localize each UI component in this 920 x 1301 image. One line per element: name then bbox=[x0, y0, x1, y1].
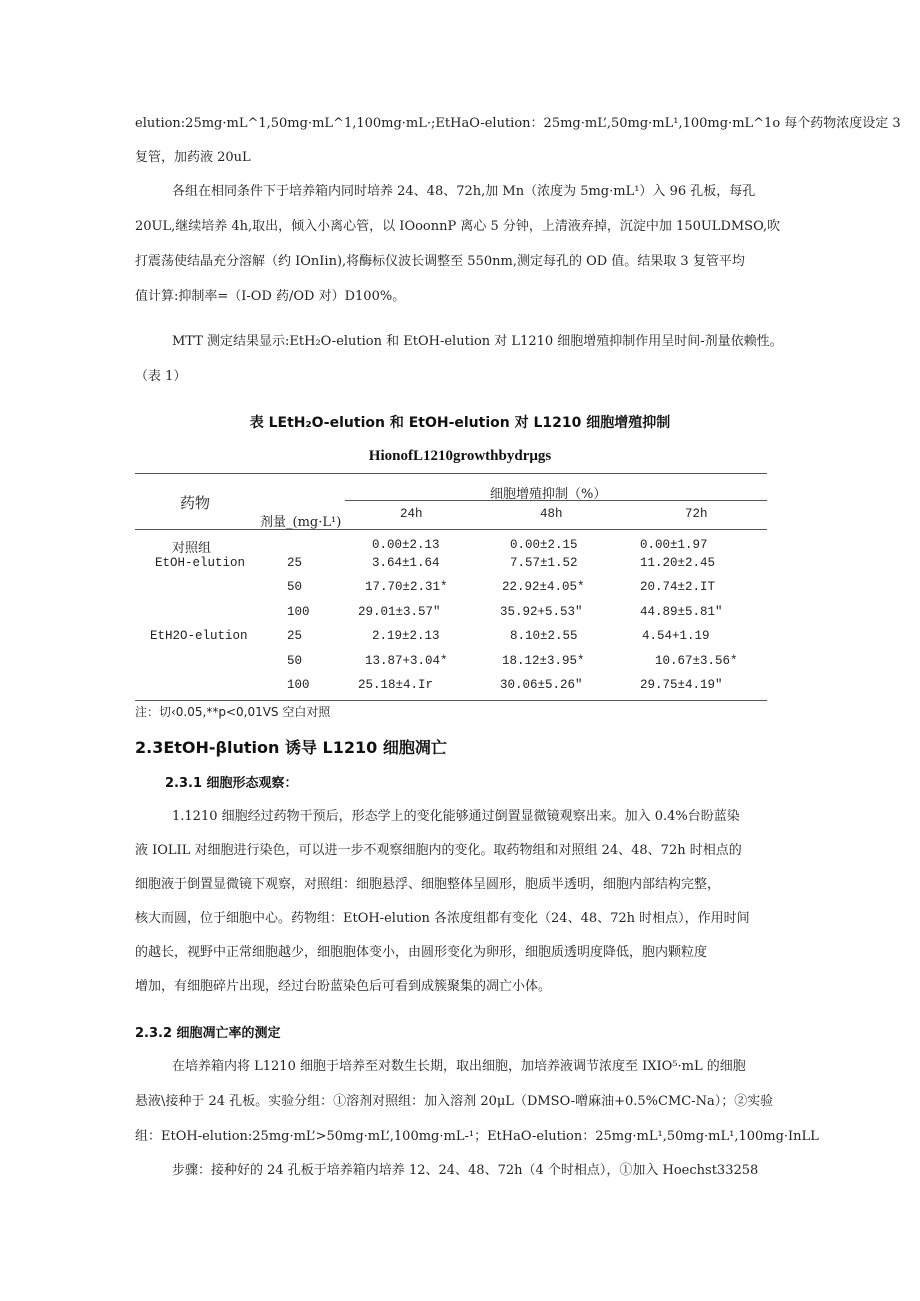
table-cell-dose: 25 bbox=[287, 556, 303, 570]
table-cell-24h: 2.19±2.13 bbox=[372, 629, 440, 643]
table-cell-24h: 3.64±1.64 bbox=[372, 556, 440, 570]
table-header-drug: 药物 bbox=[180, 494, 211, 512]
table-cell-dose: 50 bbox=[287, 654, 303, 668]
table-cell-72h: 20.74±2.IT bbox=[640, 580, 716, 594]
table-cell-72h: 0.00±1.97 bbox=[640, 538, 708, 552]
table-header-48h: 48h bbox=[540, 507, 563, 521]
table-cell-dose: 100 bbox=[287, 605, 310, 619]
paragraph-line: 液 IOLIL 对细胞进行染色，可以进一步不观察细胞内的变化。取药物组和对照组 24、48、72h 时相点的 bbox=[135, 843, 742, 858]
paragraph-line: 20UL,继续培养 4h,取出，倾入小离心管，以 IOoonnP 离心 5 分钟，上清液弃掉，沉淀中加 150ULDMSO,吹 bbox=[135, 219, 781, 234]
table-cell-72h: 10.67±3.56* bbox=[655, 654, 738, 668]
paragraph-line: 打震荡使结晶充分溶解（约 IOnIin),将酶标仪波长调整至 550nm,测定每孔的 OD 值。结果取 3 复管平均 bbox=[135, 254, 745, 269]
paragraph-line: 悬液\接种于 24 孔板。实验分组：①溶剂对照组：加入溶剂 20μL（DMSO-噌麻油+0.5%CMC-Na）；②实验 bbox=[135, 1094, 774, 1109]
paragraph-line: MTT 测定结果显示:EtH₂O-elution 和 EtOH-elution 对 L1210 细胞增殖抑制作用呈时间-剂量依赖性。 bbox=[172, 334, 783, 349]
table-cell-48h: 35.92+5.53″ bbox=[500, 605, 583, 619]
table-cell-24h: 13.87+3.04* bbox=[365, 654, 448, 668]
paragraph-line: 在培养箱内将 L1210 细胞于培养至对数生长期，取出细胞，加培养液调节浓度至 IXIO⁵·mL 的细胞 bbox=[172, 1059, 746, 1074]
section-heading: 2.3EtOH-βlution 诱导 L1210 细胞凋亡 bbox=[135, 738, 447, 757]
table-cell-dose: 100 bbox=[287, 678, 310, 692]
table-cell-drug: EtH2O-elution bbox=[150, 629, 248, 643]
table-cell-72h: 44.89±5.81″ bbox=[640, 605, 723, 619]
table-cell-48h: 30.06±5.26″ bbox=[500, 678, 583, 692]
table-cell-24h: 0.00±2.13 bbox=[372, 538, 440, 552]
table-cell-drug: 对照组 bbox=[172, 541, 212, 556]
table-cell-dose: 25 bbox=[287, 629, 303, 643]
table-cell-drug: EtOH-elution bbox=[155, 556, 246, 570]
table-cell-48h: 7.57±1.52 bbox=[510, 556, 578, 570]
table-header-rule bbox=[135, 529, 767, 530]
table-header-72h: 72h bbox=[685, 507, 708, 521]
table-cell-48h: 18.12±3.95* bbox=[502, 654, 585, 668]
table-header-dose: 剂量_(mg·L¹) bbox=[260, 515, 342, 530]
table-cell-48h: 0.00±2.15 bbox=[510, 538, 578, 552]
table-caption-cn: 表 LEtH₂O-elution 和 EtOH-elution 对 L1210 细胞增殖抑制 bbox=[249, 415, 671, 431]
table-top-rule bbox=[135, 473, 767, 474]
paragraph-line: 复管，加药液 20uL bbox=[135, 150, 251, 165]
paragraph-line: elution:25mg·mL^1,50mg·mL^1,100mg·mL·;EtHaO-elution：25mg·mL’,50mg·mL¹,100mg·mL^1o 每个药物浓度设定 3 bbox=[135, 116, 901, 131]
table-header-24h: 24h bbox=[400, 507, 423, 521]
table-cell-72h: 29.75±4.19″ bbox=[640, 678, 723, 692]
table-cell-24h: 29.01±3.57″ bbox=[358, 605, 441, 619]
paragraph-line: 核大而圆，位于细胞中心。药物组：EtOH-elution 各浓度组都有变化（24、48、72h 时相点），作用时间 bbox=[135, 911, 750, 926]
table-cell-72h: 4.54+1.19 bbox=[642, 629, 710, 643]
table-header-group: 细胞增殖抑制（%） bbox=[490, 487, 607, 502]
table-cell-48h: 8.10±2.55 bbox=[510, 629, 578, 643]
table-cell-dose: 50 bbox=[287, 580, 303, 594]
paragraph-line: 1.1210 细胞经过药物干预后，形态学上的变化能够通过倒置显微镜观察出来。加入 0.4%台盼蓝染 bbox=[172, 809, 740, 824]
table-cell-24h: 25.18±4.Ir bbox=[358, 678, 434, 692]
table-cell-72h: 11.20±2.45 bbox=[640, 556, 716, 570]
table-note: 注：切‹0.05,**p<0,01VS 空白对照 bbox=[135, 705, 331, 719]
subsection-heading: 2.3.2 细胞凋亡率的测定 bbox=[135, 1026, 281, 1041]
paragraph-line: 的越长，视野中正常细胞越少，细胞胞体变小，由圆形变化为卵形，细胞质透明度降低，胞内颗粒度 bbox=[135, 945, 708, 960]
table-cell-48h: 22.92±4.05* bbox=[502, 580, 585, 594]
table-bottom-rule bbox=[135, 700, 767, 701]
table-cell-24h: 17.70±2.31* bbox=[365, 580, 448, 594]
subsection-heading: 2.3.1 细胞形态观察： bbox=[165, 776, 298, 791]
table-caption-en: HionofL1210growthbydrμgs bbox=[368, 448, 552, 464]
paragraph-line: 步骤：接种好的 24 孔板于培养箱内培养 12、24、48、72h（4 个时相点），①加入 Hoechst33258 bbox=[172, 1163, 759, 1178]
paragraph-line: 细胞液于倒置显微镜下观察，对照组：细胞悬浮、细胞整体呈圆形，胞质半透明，细胞内部结构完整， bbox=[135, 877, 721, 892]
paragraph-line: 各组在相同条件下于培养箱内同时培养 24、48、72h,加 Mn（浓度为 5mg·mL¹）入 96 孔板，每孔 bbox=[172, 184, 756, 199]
paragraph-line: （表 1） bbox=[135, 369, 187, 384]
paragraph-line: 组：EtOH-elution:25mg·mL’>50mg·mL’,100mg·mL-¹；EtHaO-elution：25mg·mL¹,50mg·mL¹,100mg·InLL bbox=[135, 1129, 819, 1144]
paragraph-line: 增加，有细胞碎片出现，经过台盼蓝染色后可看到成簇聚集的凋亡小体。 bbox=[135, 979, 552, 994]
paragraph-line: 值计算:抑制率=（I-OD 药/OD 对）D100%。 bbox=[135, 289, 406, 304]
